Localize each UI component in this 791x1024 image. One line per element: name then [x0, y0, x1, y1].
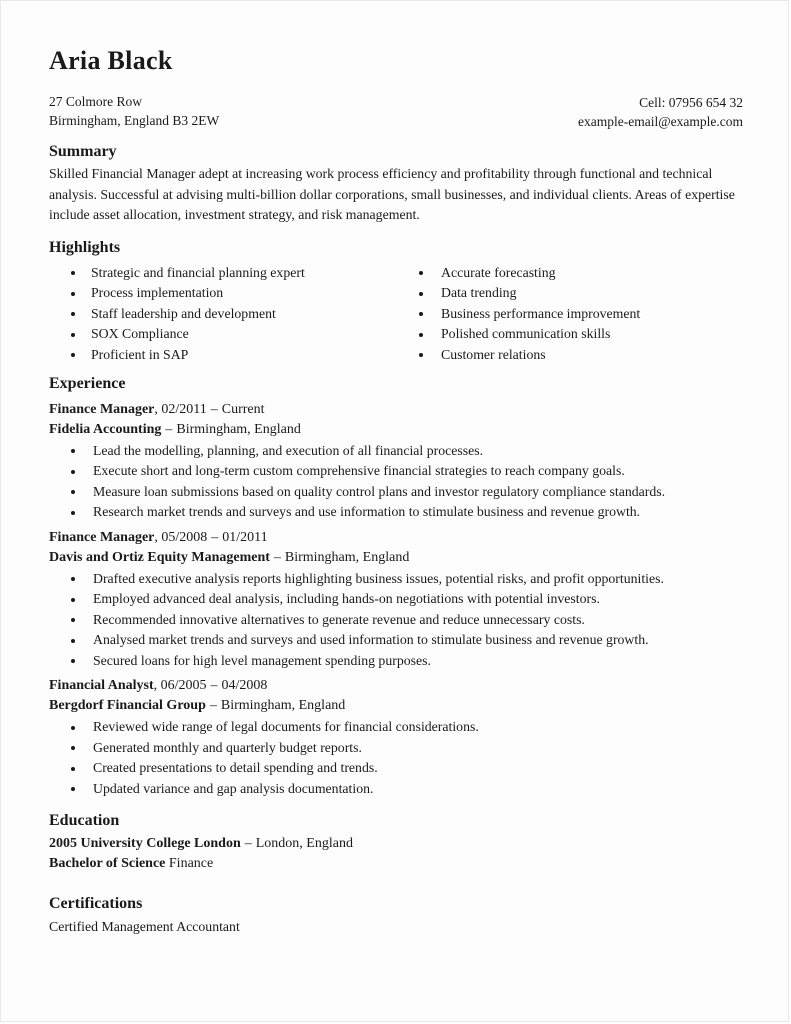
resume-header — [49, 47, 743, 130]
highlights-columns — [49, 261, 743, 366]
education-school: 2005 University College London — [49, 836, 241, 852]
phone-text: Cell: 07956 654 32 — [639, 95, 743, 110]
page-title: Aria Black — [49, 46, 173, 75]
job-org-line — [49, 420, 743, 440]
job-date-start: 05/2008 — [161, 529, 208, 545]
job-bullet-list — [49, 717, 743, 799]
job-date-end: 04/2008 — [221, 678, 268, 694]
list-item: Research market trends and surveys and use information to stimulate business and revenue growth. — [49, 502, 743, 523]
highlights-list-left — [49, 263, 401, 366]
section-experience — [49, 374, 743, 799]
list-item: Accurate forecasting — [401, 263, 743, 284]
job-company: Fidelia Accounting — [49, 421, 162, 437]
experience-entry — [49, 400, 743, 523]
section-summary — [49, 142, 743, 226]
education-field: Finance — [168, 856, 214, 872]
highlights-heading: Highlights — [49, 238, 121, 256]
job-company: Bergdorf Financial Group — [49, 698, 206, 714]
job-dates-prefix: , — [154, 401, 162, 417]
email-text: example-email@example.com — [578, 114, 743, 129]
job-bullet-list — [49, 569, 743, 672]
job-company: Davis and Ortiz Equity Management — [49, 549, 270, 565]
list-item: Polished communication skills — [401, 324, 743, 345]
list-item: Employed advanced deal analysis, including hands-on negotiations with potential investors. — [49, 589, 743, 610]
job-org-separator: – — [209, 698, 217, 714]
education-separator: – — [244, 836, 252, 852]
address-line-1: 27 Colmore Row — [49, 93, 142, 109]
job-dates-prefix: , — [154, 529, 162, 545]
list-item: Generated monthly and quarterly budget reports. — [49, 738, 743, 759]
job-role: Finance Manager — [49, 529, 155, 545]
job-date-end: 01/2011 — [222, 529, 268, 545]
job-dates-prefix: , — [153, 678, 161, 694]
experience-entry — [49, 528, 743, 672]
job-org-line — [49, 696, 743, 716]
section-certifications — [49, 894, 743, 937]
job-org-line — [49, 548, 743, 568]
section-highlights — [49, 238, 743, 365]
list-item: Process implementation — [49, 283, 401, 304]
job-title-line — [49, 676, 743, 696]
job-location: Birmingham, England — [176, 421, 301, 437]
certifications-heading: Certifications — [49, 895, 143, 913]
list-item: Secured loans for high level management spending purposes. — [49, 651, 743, 672]
section-spacer — [49, 874, 743, 882]
list-item: Drafted executive analysis reports highlighting business issues, potential risks, and profit opportunities. — [49, 569, 743, 590]
job-date-separator: – — [210, 401, 218, 417]
resume-content — [49, 47, 743, 937]
education-degree-line — [49, 854, 743, 874]
list-item: Strategic and financial planning expert — [49, 263, 401, 284]
education-degree: Bachelor of Science — [49, 856, 166, 872]
job-role: Financial Analyst — [49, 678, 154, 694]
job-location: Birmingham, England — [284, 549, 410, 565]
job-role: Finance Manager — [49, 401, 155, 417]
list-item: Analysed market trends and surveys and used information to stimulate business and revenue growth. — [49, 630, 743, 651]
experience-entry — [49, 676, 743, 799]
highlights-list-right — [401, 263, 743, 366]
job-title-line — [49, 400, 743, 420]
list-item: Lead the modelling, planning, and execution of all financial processes. — [49, 441, 743, 462]
list-item: Business performance improvement — [401, 304, 743, 325]
list-item: Created presentations to detail spending and trends. — [49, 758, 743, 779]
list-item: Reviewed wide range of legal documents for financial considerations. — [49, 717, 743, 738]
list-item: Proficient in SAP — [49, 345, 401, 366]
summary-text: Skilled Financial Manager adept at increasing work process efficiency and profitability through functional and technical analysis. Successful at advising multi-billion dollar corporations, small businesses, and individual clients. Areas of expertise include asset allocation, investment strategy, and risk management. — [49, 166, 735, 223]
list-item: Staff leadership and development — [49, 304, 401, 325]
education-location: London, England — [255, 836, 353, 852]
job-date-start: 06/2005 — [160, 678, 207, 694]
job-location: Birmingham, England — [220, 698, 346, 714]
job-title-line — [49, 528, 743, 548]
job-date-start: 02/2011 — [161, 401, 207, 417]
highlights-column-right — [401, 261, 743, 366]
job-org-separator: – — [165, 421, 173, 437]
list-item: Updated variance and gap analysis documentation. — [49, 779, 743, 800]
list-item: Execute short and long-term custom comprehensive financial strategies to reach company goals. — [49, 461, 743, 482]
address-line-2: Birmingham, England B3 2EW — [49, 112, 220, 128]
job-bullet-list — [49, 441, 743, 523]
section-education — [49, 811, 743, 874]
summary-heading: Summary — [49, 142, 117, 160]
list-item: SOX Compliance — [49, 324, 401, 345]
job-date-separator: – — [210, 678, 218, 694]
list-item: Data trending — [401, 283, 743, 304]
job-date-separator: – — [211, 529, 219, 545]
list-item: Customer relations — [401, 345, 743, 366]
job-org-separator: – — [273, 549, 281, 565]
experience-heading: Experience — [49, 375, 126, 393]
certification-item: Certified Management Accountant — [49, 919, 240, 935]
contact-block — [578, 93, 743, 131]
education-school-line — [49, 834, 743, 854]
highlights-column-left — [49, 261, 401, 366]
list-item: Measure loan submissions based on quality control plans and investor regulatory compliance standards. — [49, 482, 743, 503]
job-date-end: Current — [221, 401, 265, 417]
education-heading: Education — [49, 812, 120, 830]
list-item: Recommended innovative alternatives to generate revenue and reduce unnecessary costs. — [49, 610, 743, 631]
